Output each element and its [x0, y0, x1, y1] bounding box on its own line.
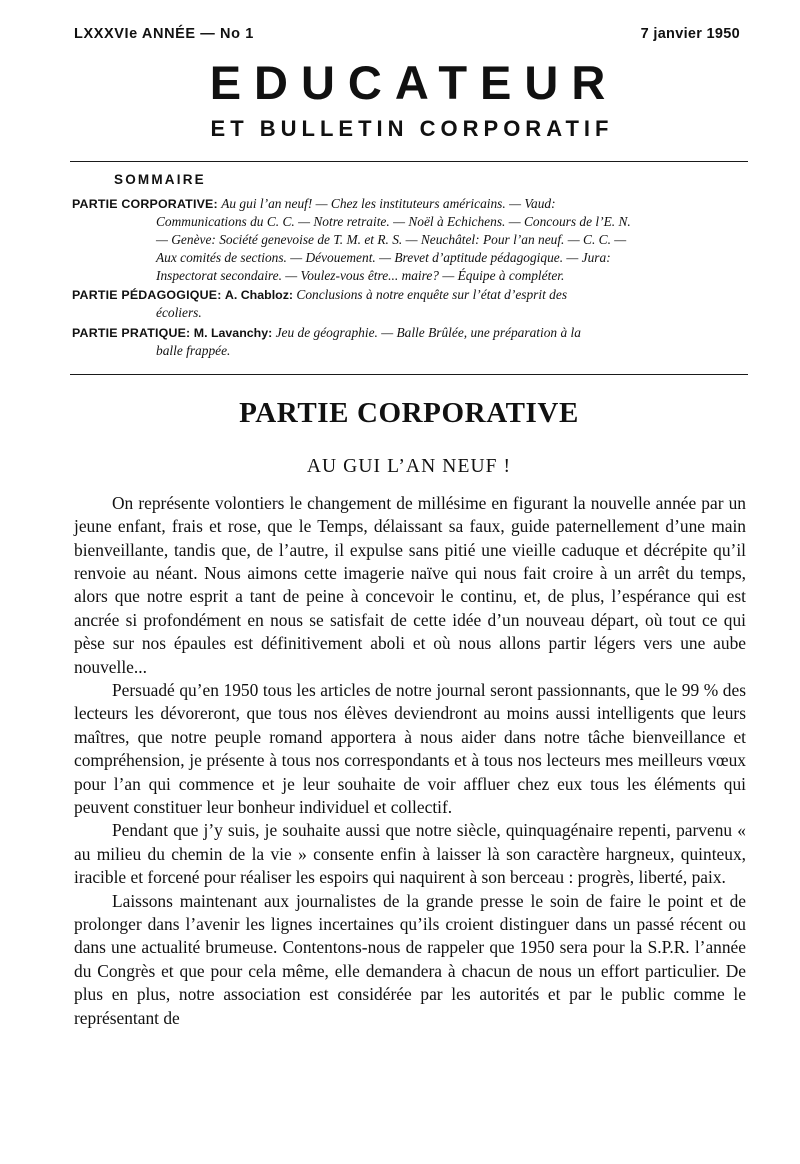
sommaire-text-pratique-1: Jeu de géographie. — Balle Brûlée, une préparation à la [275, 325, 581, 341]
sommaire-text-pedagogique-1: Conclusions à notre enquête sur l’état d’esprit des [296, 287, 568, 303]
masthead-line [70, 26, 748, 42]
issue-date: 7 janvier 1950 [640, 26, 740, 42]
sommaire-entry-corporative [72, 195, 746, 284]
issue-volume: LXXXVIe ANNÉE — No 1 [74, 26, 254, 42]
sommaire-text-corporative-4: Aux comités de sections. — Dévouement. — Brevet d’aptitude pédagogique. — Jura: [156, 249, 611, 265]
article-paragraph: Persuadé qu’en 1950 tous les articles de notre journal seront passionnants, que le 99 % des lecteurs les dévoreront, que tous nos élèves deviendront au moins aussi intelligents que leurs maîtres, que notre peuple romand apportera à nous aider dans notre tâche bienveillance et compréhension, je présente à tous nos correspondants et à tous nos lecteurs mes meilleurs vœux pour l’an qui commence et je leur souhaite de voir affluer chez eux tous les éléments qui peuvent constituer leur bonheur individuel et collectif. [74, 680, 746, 818]
sommaire-author-pratique: M. Lavanchy: [193, 326, 273, 341]
sommaire-label-corporative: PARTIE CORPORATIVE: [72, 197, 218, 212]
journal-title: EDUCATEUR [209, 56, 619, 109]
sommaire-text-corporative-2: Communications du C. C. — Notre retraite. — Noël à Echichens. — Concours de l’E. N. [156, 214, 631, 230]
article-paragraph: Laissons maintenant aux journalistes de la grande presse le soin de faire le point et de prolonger dans l’avenir les lignes incertaines qu’ils croient distinguer dans un passé récent ou dans une actualité brumeuse. Contentons-nous de rappeler que 1950 sera pour la S.P.R. l’année du Congrès et que pour cela même, elle demandera à chacun de nous un effort particulier. De plus en plus, notre association est considérée par les autorités et par le public comme le représentant de [74, 890, 746, 1028]
sommaire-text-corporative-1: Au gui l’an neuf! — Chez les instituteurs américains. — Vaud: [221, 196, 556, 212]
article-paragraph: Pendant que j’y suis, je souhaite aussi que notre siècle, quinquagénaire repenti, parvenu « au milieu du chemin de la vie » consente enfin à laisser là son caractère hargneux, quinteux, iracible et forcené pour réaliser les espoirs qui naquirent à son berceau : progrès, liberté, paix. [74, 820, 746, 888]
sommaire-text-pratique-2: balle frappée. [156, 342, 231, 358]
sommaire-label-pratique: PARTIE PRATIQUE: [72, 326, 191, 341]
sommaire-entry-pedagogique [72, 286, 746, 322]
divider-bottom [70, 374, 748, 375]
article-paragraph: On représente volontiers le changement de millésime en figurant la nouvelle année par un jeune enfant, frais et rose, que le Temps, délaissant sa faux, guide paternellement d’une main bienveillante, tandis que, de l’autre, il expulse sans pitié une vieille caduque et décrépite qu’il renvoie au néant. Nous aimons cette imagerie naïve qui nous fait croire à un arrêt du temps, alors que notre esprit a tant de peine à concevoir le continu, et, de plus, l’espérance qui est ancrée si profondément en nous se satisfait de cette idée d’un nouveau départ, où tout ce qui pèse sur nos épaules est définitivement aboli et où nous allons partir légers vers une aube nouvelle... [74, 492, 746, 677]
title-block [70, 58, 748, 142]
sommaire-label-pedagogique: PARTIE PÉDAGOGIQUE: [72, 288, 222, 303]
article-body [70, 492, 748, 1030]
sommaire-heading: SOMMAIRE [114, 172, 206, 188]
section-title: PARTIE CORPORATIVE [239, 396, 579, 429]
article-title: AU GUI L’AN NEUF ! [306, 455, 512, 477]
sommaire-text-corporative-5: Inspectorat secondaire. — Voulez-vous être... maire? — Équipe à compléter. [156, 267, 565, 283]
sommaire-block [70, 162, 748, 363]
sommaire-text-corporative-3: — Genève: Société genevoise de T. M. et R. S. — Neuchâtel: Pour l’an neuf. — C. C. — [156, 231, 627, 247]
sommaire-text-pedagogique-2: écoliers. [156, 305, 202, 321]
sommaire-entry-pratique [72, 324, 746, 360]
journal-subtitle: ET BULLETIN CORPORATIF [210, 116, 614, 142]
sommaire-author-pedagogique: A. Chabloz: [224, 288, 294, 303]
